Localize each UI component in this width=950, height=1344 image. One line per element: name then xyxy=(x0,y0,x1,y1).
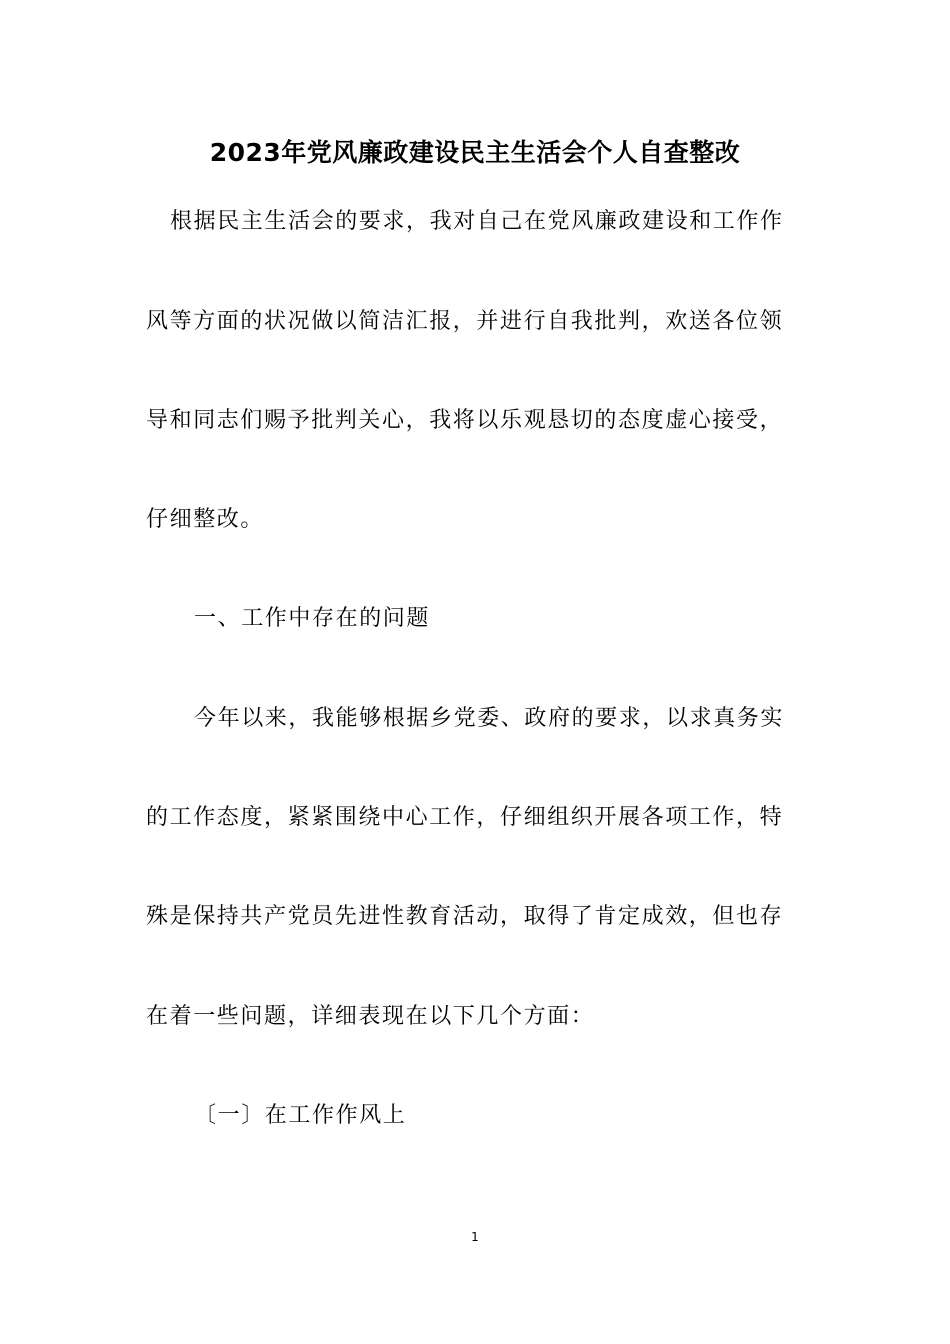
intro-line-1: 根据民主生活会的要求，我对自己在党风廉政建设和工作作 xyxy=(170,209,784,234)
section-1-line-1: 今年以来，我能够根据乡党委、政府的要求，以求真务实 xyxy=(194,706,785,731)
page-number: 1 xyxy=(471,1230,479,1244)
section-1-line-4: 在着一些问题，详细表现在以下几个方面： xyxy=(146,1004,595,1029)
section-1-line-2: 的工作态度，紧紧围绕中心工作，仔细组织开展各项工作，特 xyxy=(146,805,784,830)
subsection-1-heading: 〔一〕在工作作风上 xyxy=(194,1103,407,1128)
intro-line-3: 导和同志们赐予批判关心，我将以乐观恳切的态度虚心接受， xyxy=(146,408,784,433)
section-1-heading: 一、工作中存在的问题 xyxy=(194,606,431,631)
intro-line-2: 风等方面的状况做以简洁汇报，并进行自我批判，欢送各位领 xyxy=(146,309,784,334)
document-title: 2023年党风廉政建设民主生活会个人自查整改 xyxy=(209,138,741,167)
intro-line-4: 仔细整改。 xyxy=(146,507,265,532)
section-1-line-3: 殊是保持共产党员先进性教育活动，取得了肯定成效，但也存 xyxy=(146,904,784,929)
